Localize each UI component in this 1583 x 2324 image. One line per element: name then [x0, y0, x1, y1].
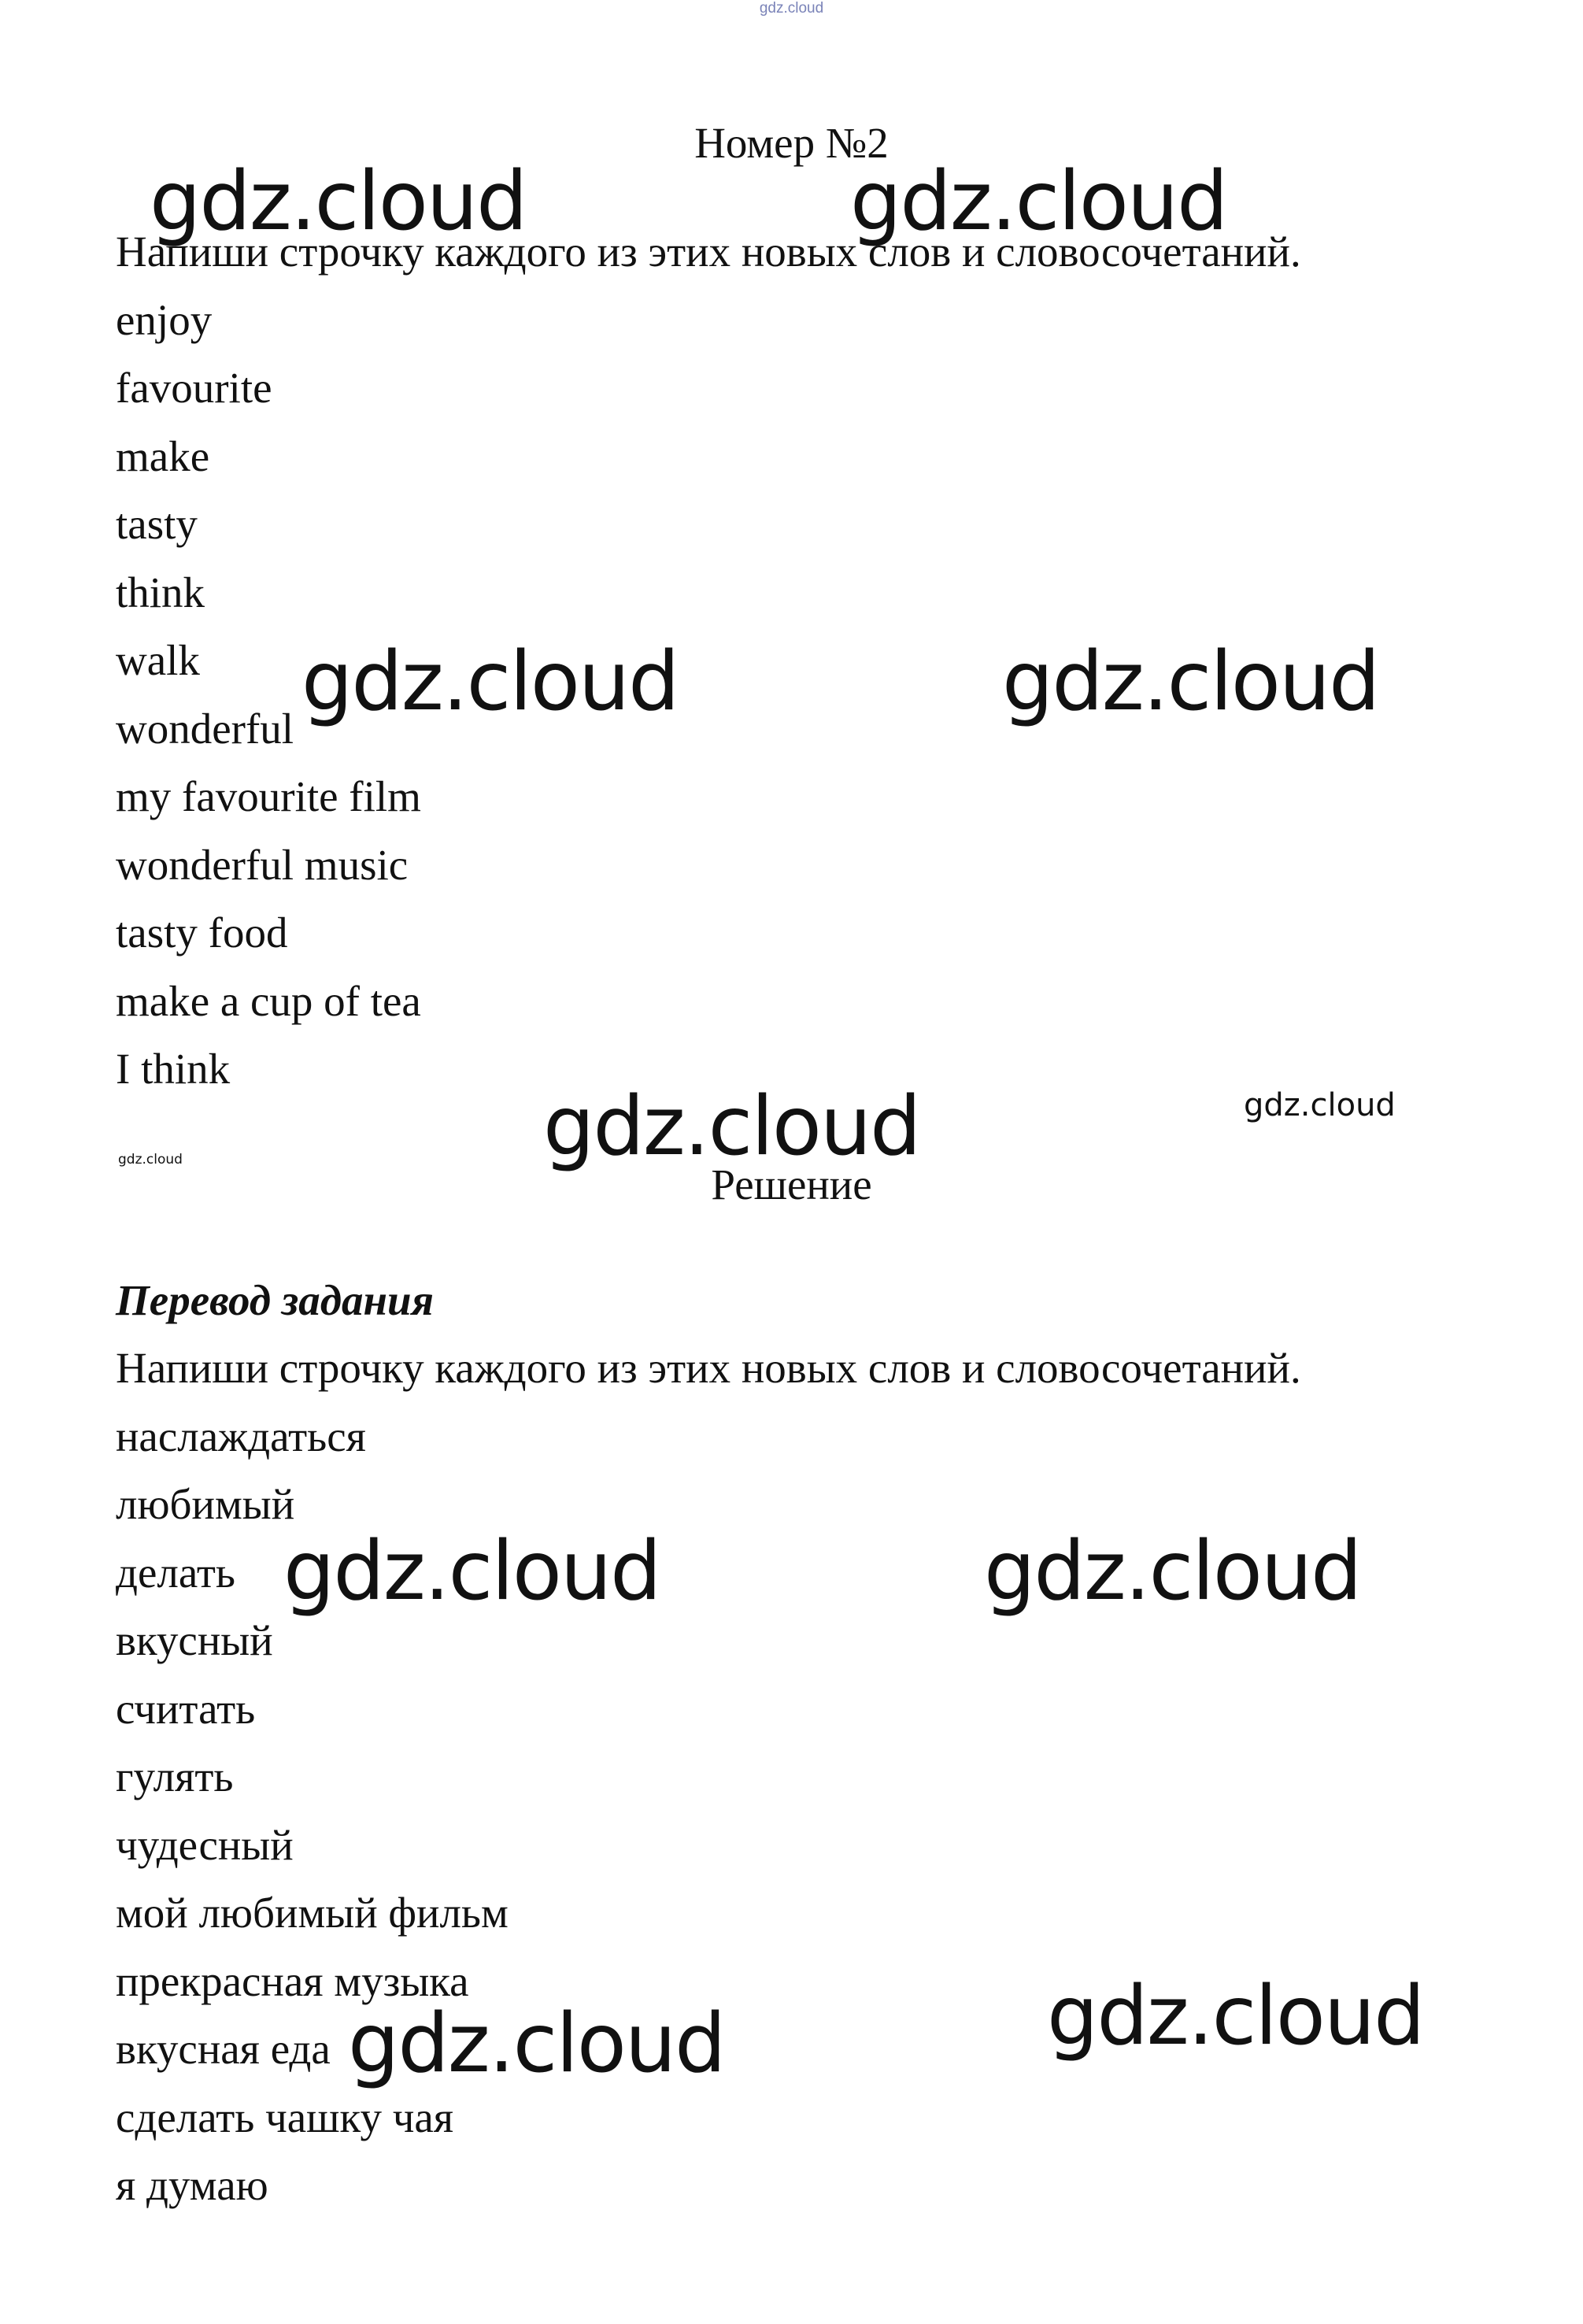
- watermark: gdz.cloud: [150, 154, 527, 249]
- translation-line: гулять: [116, 1752, 234, 1800]
- watermark: gdz.cloud: [1002, 635, 1379, 729]
- word-line: wonderful music: [116, 841, 409, 889]
- translation-line: наслаждаться: [116, 1412, 366, 1460]
- header-watermark: gdz.cloud: [759, 0, 824, 17]
- watermark: gdz.cloud: [301, 635, 679, 729]
- watermark: gdz.cloud: [348, 1996, 725, 2091]
- word-line: tasty food: [116, 909, 288, 957]
- watermark: gdz.cloud: [850, 154, 1227, 249]
- task-instruction: Напиши строчку каждого из этих новых слов и словосочетаний.: [116, 228, 1301, 276]
- word-line: make a cup of tea: [116, 977, 421, 1025]
- watermark: gdz.cloud: [1047, 1969, 1424, 2063]
- word-line: walk: [116, 636, 200, 684]
- task-number-title: Номер №2: [694, 119, 889, 167]
- translation-line: вкусный: [116, 1616, 273, 1664]
- translation-line: мой любимый фильм: [116, 1889, 509, 1937]
- translation-line: прекрасная музыка: [116, 1957, 469, 2005]
- word-line: think: [116, 568, 205, 616]
- word-line: enjoy: [116, 296, 213, 344]
- translation-line: любимый: [116, 1480, 295, 1528]
- translation-line: считать: [116, 1685, 256, 1733]
- translation-line: вкусная еда: [116, 2025, 331, 2073]
- watermark: gdz.cloud: [984, 1524, 1361, 1619]
- word-line: tasty: [116, 500, 198, 548]
- solution-title: Решение: [711, 1160, 872, 1208]
- translation-line: сделать чашку чая: [116, 2093, 454, 2141]
- word-line: favourite: [116, 364, 272, 412]
- watermark: gdz.cloud: [1244, 1087, 1396, 1123]
- translation-line: чудесный: [116, 1821, 294, 1869]
- word-line: my favourite film: [116, 772, 421, 820]
- watermark: gdz.cloud: [118, 1152, 183, 1168]
- translation-line: делать: [116, 1549, 235, 1597]
- watermark: gdz.cloud: [283, 1524, 660, 1619]
- word-line: make: [116, 432, 210, 480]
- translation-heading: Перевод задания: [116, 1276, 434, 1324]
- translation-instruction: Напиши строчку каждого из этих новых слов и словосочетаний.: [116, 1344, 1301, 1392]
- word-line: wonderful: [116, 705, 294, 753]
- word-line: I think: [116, 1045, 231, 1093]
- translation-line: я думаю: [116, 2161, 268, 2209]
- watermark: gdz.cloud: [543, 1079, 920, 1174]
